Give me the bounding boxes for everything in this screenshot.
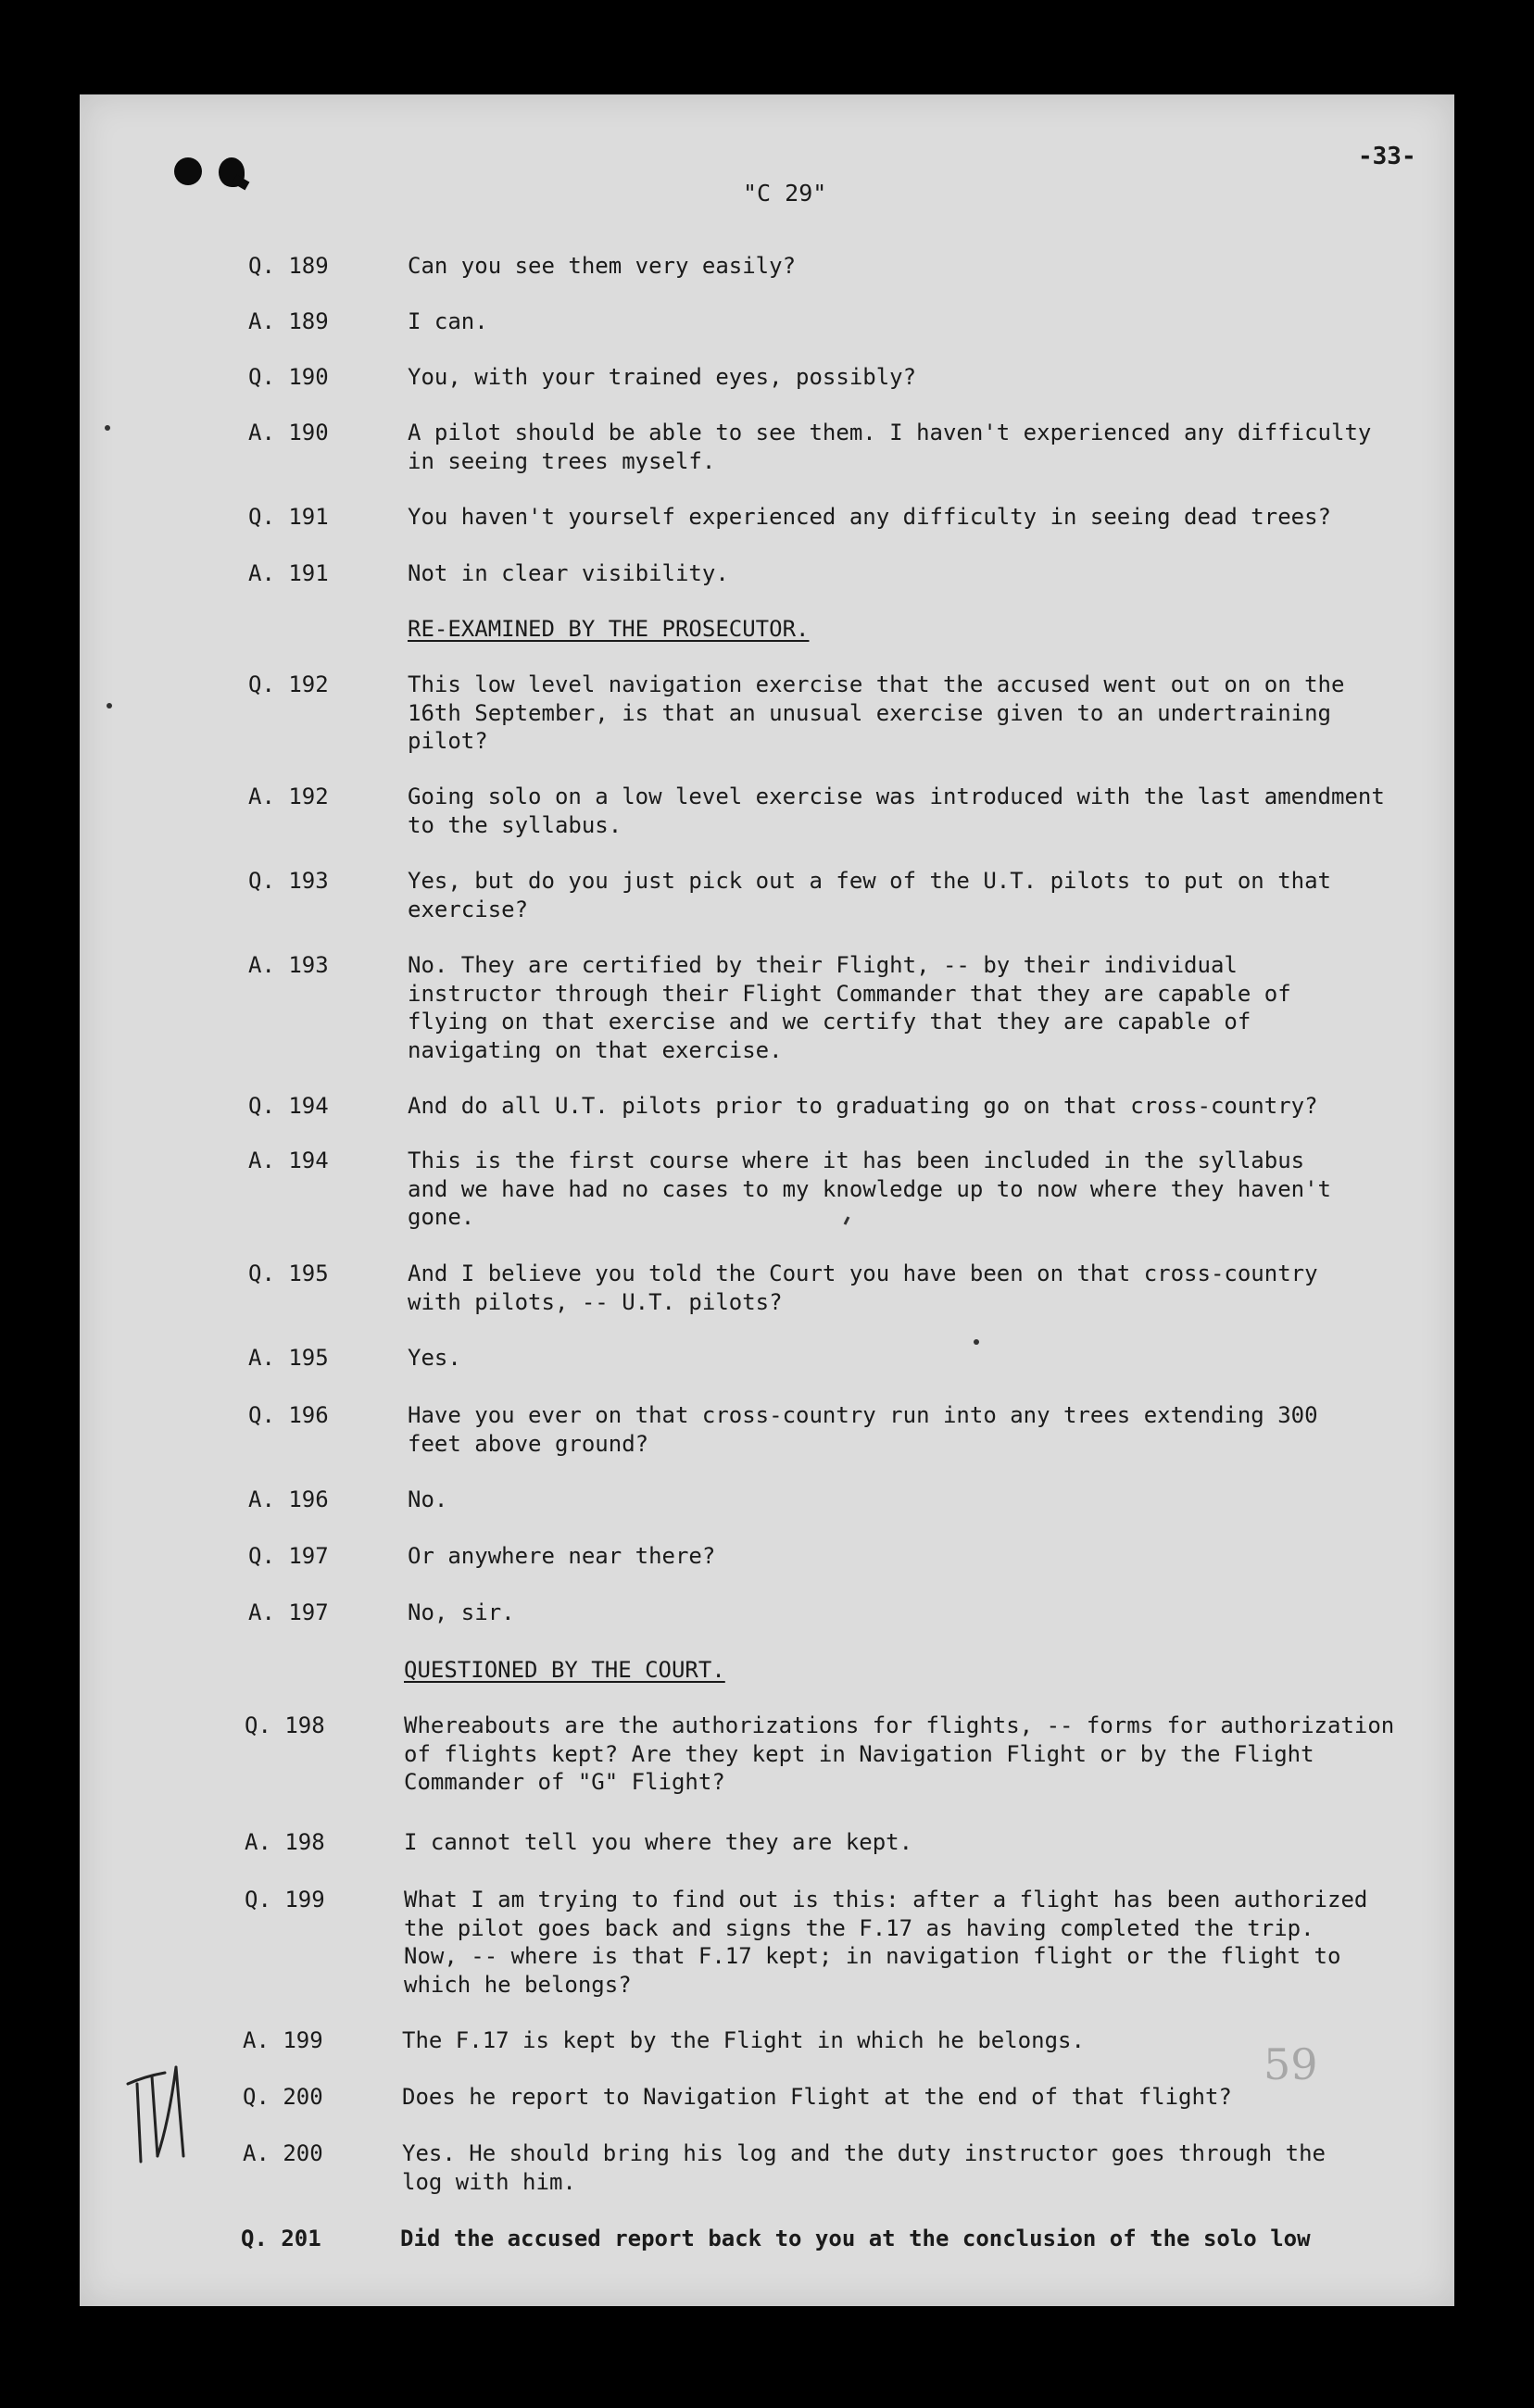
entry-text: I cannot tell you where they are kept. — [404, 1829, 913, 1855]
entry-label: Q. 197 — [248, 1543, 329, 1569]
entry-label: Q. 198 — [245, 1712, 325, 1738]
entry-text: What I am trying to find out is this: after a flight has been authorized the pilot goes back and signs the F.17 as having completed the trip. Now, -- where is that F.17 kept; in navigation flight or the flight to which he belongs? — [404, 1887, 1368, 1998]
entry-text: Does he report to Navigation Flight at the end of that flight? — [402, 2084, 1232, 2110]
handwritten-initials — [128, 2067, 183, 2162]
entry-label: A. 189 — [248, 308, 329, 334]
page-number: -33- — [1358, 143, 1416, 170]
hole-punch-mark — [219, 157, 245, 187]
entry-text: Yes, but do you just pick out a few of the U.T. pilots to put on that exercise? — [408, 868, 1331, 922]
entry-label: Q. 199 — [245, 1887, 325, 1913]
section-heading: QUESTIONED BY THE COURT. — [404, 1657, 725, 1683]
entry-label: A. 192 — [248, 784, 329, 809]
entry-label: Q. 194 — [248, 1093, 329, 1119]
hole-punch-mark — [174, 157, 202, 185]
entry-label: A. 193 — [248, 952, 329, 978]
entry-label: A. 200 — [243, 2140, 323, 2166]
entry-text: Not in clear visibility. — [408, 560, 729, 586]
entry-text: And I believe you told the Court you have been on that cross-country with pilots, -- U.T. pilots? — [408, 1260, 1318, 1315]
entry-text: Did the accused report back to you at the conclusion of the solo low — [400, 2226, 1311, 2251]
entry-text: No, sir. — [408, 1599, 515, 1625]
entry-text: Yes. He should bring his log and the duty instructor goes through the log with him. — [402, 2140, 1326, 2195]
section-heading: RE-EXAMINED BY THE PROSECUTOR. — [408, 616, 810, 642]
entry-label: Q. 195 — [248, 1260, 329, 1286]
entry-text: Yes. — [408, 1345, 461, 1371]
entry-text: Whereabouts are the authorizations for flights, -- forms for authorization of flights kept? Are they kept in Navigation Flight or by the Flight Commander of "G" Flight? — [404, 1712, 1395, 1795]
entry-text: No. — [408, 1486, 448, 1512]
entry-text: And do all U.T. pilots prior to graduating go on that cross-country? — [408, 1093, 1318, 1119]
entry-label: A. 196 — [248, 1486, 329, 1512]
entry-text: No. They are certified by their Flight, -- by their individual instructor through their Flight Commander that they are capable of flying on that exercise and we certify that they are capable of navigating on that exercise. — [408, 952, 1291, 1063]
entry-label: A. 198 — [245, 1829, 325, 1855]
entry-label: Q. 193 — [248, 868, 329, 894]
entry-label: Q. 200 — [243, 2084, 323, 2110]
entry-label: A. 199 — [243, 2027, 323, 2053]
entry-label: A. 190 — [248, 420, 329, 445]
entry-text: You haven't yourself experienced any difficulty in seeing dead trees? — [408, 504, 1331, 530]
entry-text: This is the first course where it has been included in the syllabus and we have had no cases to my knowledge up to now where they haven't gone. — [408, 1148, 1331, 1230]
entry-label: Q. 192 — [248, 671, 329, 697]
entry-label: A. 191 — [248, 560, 329, 586]
stray-mark — [105, 425, 110, 431]
entry-text: I can. — [408, 308, 488, 334]
entry-label: Q. 201 — [241, 2226, 321, 2251]
entry-text: A pilot should be able to see them. I haven't experienced any difficulty in seeing trees myself. — [408, 420, 1372, 474]
stamp-number: 59 — [1264, 2039, 1318, 2089]
entry-label: Q. 189 — [248, 253, 329, 279]
entry-label: A. 195 — [248, 1345, 329, 1371]
stray-mark — [107, 703, 112, 709]
entry-label: Q. 196 — [248, 1402, 329, 1428]
document-id: "C 29" — [743, 180, 827, 207]
entry-label: A. 194 — [248, 1148, 329, 1173]
entry-text: Have you ever on that cross-country run into any trees extending 300 feet above ground? — [408, 1402, 1318, 1457]
entry-label: Q. 191 — [248, 504, 329, 530]
entry-text: Going solo on a low level exercise was introduced with the last amendment to the syllabus. — [408, 784, 1385, 838]
entry-text: You, with your trained eyes, possibly? — [408, 364, 917, 390]
entry-text: Or anywhere near there? — [408, 1543, 716, 1569]
entry-text: The F.17 is kept by the Flight in which he belongs. — [402, 2027, 1085, 2053]
document-page — [80, 94, 1454, 2306]
entry-label: Q. 190 — [248, 364, 329, 390]
entry-text: This low level navigation exercise that the accused went out on on the 16th September, is that an unusual exercise given to an undertraining pilot? — [408, 671, 1345, 754]
entry-text: Can you see them very easily? — [408, 253, 797, 279]
entry-label: A. 197 — [248, 1599, 329, 1625]
